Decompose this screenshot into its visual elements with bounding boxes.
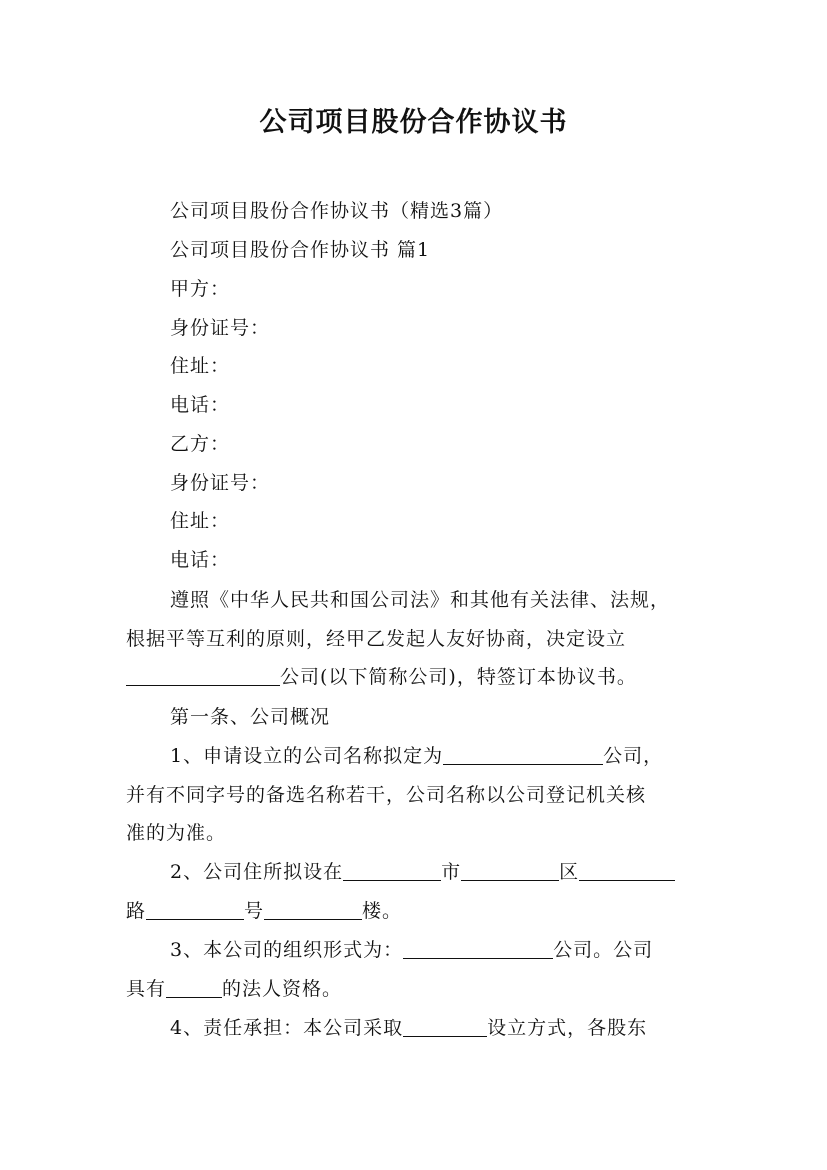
item-4-line-1 [170, 1015, 647, 1041]
article-1-heading: 第一条、公司概况 [170, 706, 331, 728]
building-label: 楼。 [362, 900, 403, 922]
item-4-prefix: 4、责任承担：本公司采取 [170, 1017, 404, 1039]
preamble-line-3 [126, 664, 637, 690]
building-blank [264, 899, 362, 920]
number-blank [146, 899, 244, 920]
item-1-suffix: 公司， [603, 745, 664, 767]
party-a-id-label: 身份证号： [170, 317, 271, 339]
item-1-line-3: 准的为准。 [126, 822, 227, 844]
org-form-blank [403, 938, 553, 959]
item-3-line-2 [126, 976, 342, 1002]
party-a-phone-label: 电话： [170, 394, 231, 416]
item-3-suffix: 公司。公司 [553, 939, 654, 961]
road-label: 路 [126, 900, 147, 922]
item-3-line-2-prefix: 具有 [126, 978, 167, 1000]
district-label: 区 [559, 861, 580, 883]
proposed-name-blank [443, 744, 603, 765]
item-1-line-2: 并有不同字号的备选名称若干，公司名称以公司登记机关核 [126, 784, 647, 806]
city-blank [343, 860, 441, 881]
item-2-line-1 [170, 859, 675, 885]
company-name-blank [126, 665, 280, 686]
preamble-line-2: 根据平等互利的原则，经甲乙发起人友好协商，决定设立 [126, 628, 627, 650]
party-b-address-label: 住址： [170, 510, 231, 532]
party-a-label: 甲方： [170, 278, 231, 300]
city-label: 市 [441, 861, 462, 883]
district-blank [461, 860, 559, 881]
preamble-line-3-text: 公司(以下简称公司)，特签订本协议书。 [280, 666, 637, 688]
item-4-suffix: 设立方式，各股东 [487, 1017, 648, 1039]
establishment-method-blank [403, 1016, 487, 1037]
legal-person-blank [166, 977, 222, 998]
document-subtitle: 公司项目股份合作协议书（精选3篇） [170, 200, 504, 222]
party-b-phone-label: 电话： [170, 549, 231, 571]
part-heading: 公司项目股份合作协议书 篇1 [170, 239, 431, 261]
item-1-prefix: 1、申请设立的公司名称拟定为 [170, 745, 444, 767]
item-3-prefix: 3、本公司的组织形式为： [170, 939, 404, 961]
preamble-line-1: 遵照《中华人民共和国公司法》和其他有关法律、法规， [170, 589, 671, 611]
number-label: 号 [244, 900, 265, 922]
item-3-line-2-suffix: 的法人资格。 [222, 978, 343, 1000]
item-3-line-1 [170, 937, 653, 963]
party-b-id-label: 身份证号： [170, 472, 271, 494]
party-a-address-label: 住址： [170, 355, 231, 377]
item-2-prefix: 2、公司住所拟设在 [170, 861, 344, 883]
road-blank [579, 860, 675, 881]
item-1-line-1 [170, 743, 663, 769]
item-2-line-2 [126, 898, 402, 924]
document-title: 公司项目股份合作协议书 [259, 107, 568, 138]
party-b-label: 乙方： [170, 433, 231, 455]
